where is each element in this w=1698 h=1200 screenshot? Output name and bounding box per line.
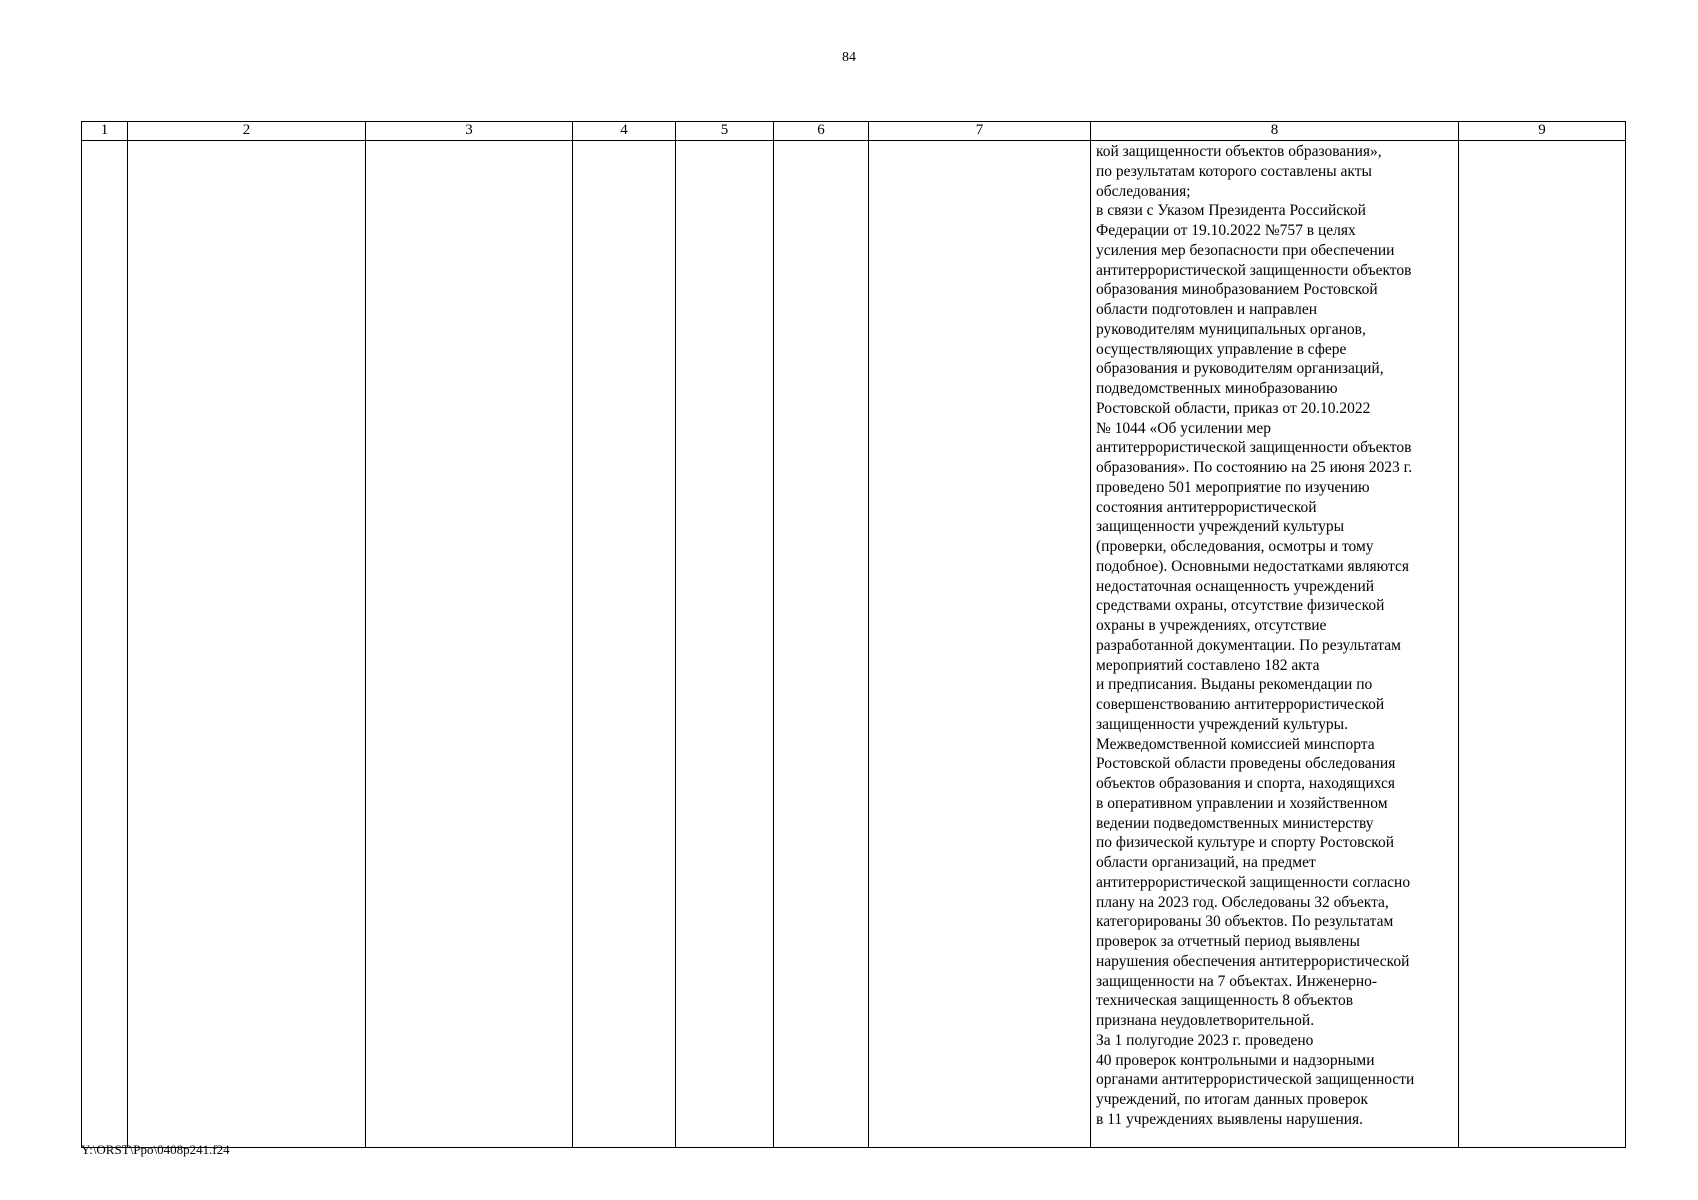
column-header-2: 2 <box>128 122 366 141</box>
cell-col-9 <box>1459 141 1626 1148</box>
cell-col-3-text <box>366 141 572 142</box>
cell-col-1 <box>82 141 128 1148</box>
cell-col-6-text <box>774 141 868 142</box>
cell-col-4 <box>573 141 676 1148</box>
cell-col-5-text <box>676 141 773 142</box>
cell-col-9-text <box>1459 141 1625 142</box>
page-number: 84 <box>842 50 856 65</box>
cell-col-7 <box>869 141 1091 1148</box>
cell-col-1-text <box>82 141 127 142</box>
column-header-5: 5 <box>676 122 774 141</box>
cell-col-8-text: кой защищенности объектов образования», по результатам которого составлены акты обследования; в связи с Указом Президента Российской Федерации от 19.10.2022 №757 в целях усиления мер безопасности при обеспечении антитеррористической защищенности объектов образования минобразованием Ростовской области подготовлен и направлен руководителям муниципальных органов, осуществляющих управление в сфере образования и руководителям организаций, подведомственных минобразованию Ростовской области, приказ от 20.10.2022 № 1044 «Об усилении мер антитеррористической защищенности объектов образования». По состоянию на 25 июня 2023 г. проведено 501 мероприятие по изучению состояния антитеррористической защищенности учреждений культуры (проверки, обследования, осмотры и тому подобное). Основными недостатками являются недостаточная оснащенность учреждений средствами охраны, отсутствие физической охраны в учреждениях, отсутствие разработанной документации. По результатам мероприятий составлено 182 акта и предписания. Выданы рекомендации по совершенствованию антитеррористической защищенности учреждений культуры. Межведомственной комиссией минспорта Ростовской области проведены обследования объектов образования и спорта, находящихся в оперативном управлении и хозяйственном ведении подведомственных министерству по физической культуре и спорту Ростовской области организаций, на предмет антитеррористической защищенности согласно плану на 2023 год. Обследованы 32 объекта, категорированы 30 объектов. По результатам проверок за отчетный период выявлены нарушения обеспечения антитеррористической защищенности на 7 объектах. Инженерно- техническая защищенность 8 объектов признана неудовлетворительной. За 1 полугодие 2023 г. проведено 40 проверок контрольными и надзорными органами антитеррористической защищенности учреждений, по итогам данных проверок в 11 учреждениях выявлены нарушения. <box>1096 143 1415 1128</box>
table-header <box>82 122 1626 141</box>
document-table <box>81 121 1626 1148</box>
cell-col-8 <box>1091 141 1459 1148</box>
cell-col-4-text <box>573 141 675 142</box>
table-row <box>82 141 1626 1148</box>
column-header-8: 8 <box>1091 122 1459 141</box>
column-header-9: 9 <box>1459 122 1626 141</box>
column-header-1: 1 <box>82 122 128 141</box>
column-header-6: 6 <box>774 122 869 141</box>
table-body <box>82 141 1626 1148</box>
cell-col-2 <box>128 141 366 1148</box>
cell-col-2-text <box>128 141 365 142</box>
cell-col-7-text <box>869 141 1090 142</box>
cell-col-6 <box>774 141 869 1148</box>
column-header-3: 3 <box>366 122 573 141</box>
cell-col-5 <box>676 141 774 1148</box>
column-header-7: 7 <box>869 122 1091 141</box>
cell-col-3 <box>366 141 573 1148</box>
header-row <box>82 122 1626 141</box>
column-header-4: 4 <box>573 122 676 141</box>
footer-file-path: Y:\ORST\Ppo\0408p241.f24 <box>81 1142 230 1157</box>
